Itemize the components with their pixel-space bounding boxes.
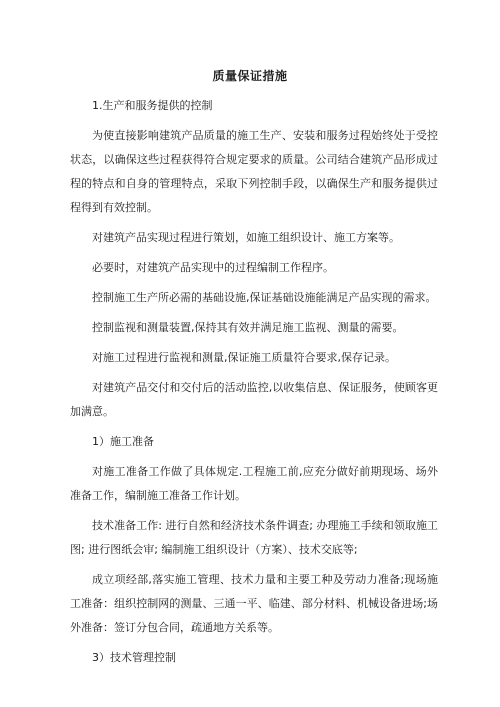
paragraph-preparation-rules: 对施工准备工作做了具体规定.工程施工前,应充分做好前期现场、场外准备工作，编制施工准备工作计划。 (70, 465, 438, 502)
document-body (70, 94, 438, 676)
paragraph-process-monitoring: 对施工过程进行监视和测量,保证施工质量符合要求,保存记录。 (92, 351, 396, 364)
paragraph-intro: 为使直接影响建筑产品质量的施工生产、安装和服务过程始终处于受控状态，以确保这些过程获得符合规定要求的质量。公司结合建筑产品形成过程的特点和自身的管理特点，采取下列控制手段，以确保生产和服务提供过程得到有效控制。 (70, 129, 438, 214)
paragraph-procedures: 必要时，对建筑产品实现中的过程编制工作程序。 (92, 261, 334, 274)
paragraph-measuring-devices: 控制监视和测量装置,保持其有效并满足施工监视、测量的需要。 (92, 321, 404, 334)
section-heading-technical-management: 3）技术管理控制 (92, 651, 176, 664)
section-heading-production-control: 1.生产和服务提供的控制 (92, 99, 213, 112)
paragraph-site-preparation: 成立项经部,落实施工管理、技术力量和主要工种及劳动力准备;现场施工准备：组织控制网的测量、三通一平、临建、部分材料、机械设备进场;场外准备：签订分包合同，疏通地方关系等。 (70, 573, 438, 634)
paragraph-infrastructure: 控制施工生产所必需的基础设施,保证基础设施能满足产品实现的需求。 (92, 291, 437, 304)
paragraph-technical-preparation: 技术准备工作: 进行自然和经济技术条件调查; 办理施工手续和领取施工图; 进行图纸会审; 编制施工组织设计（方案）、技术交底等; (70, 519, 438, 556)
paragraph-planning: 对建筑产品实现过程进行策划，如施工组织设计、施工方案等。 (92, 231, 400, 244)
section-heading-construction-preparation: 1）施工准备 (92, 435, 154, 448)
document-title: 质量保证措施 (212, 69, 288, 83)
paragraph-delivery-monitoring: 对建筑产品交付和交付后的活动监控,以收集信息、保证服务，使顾客更加满意。 (70, 381, 438, 418)
